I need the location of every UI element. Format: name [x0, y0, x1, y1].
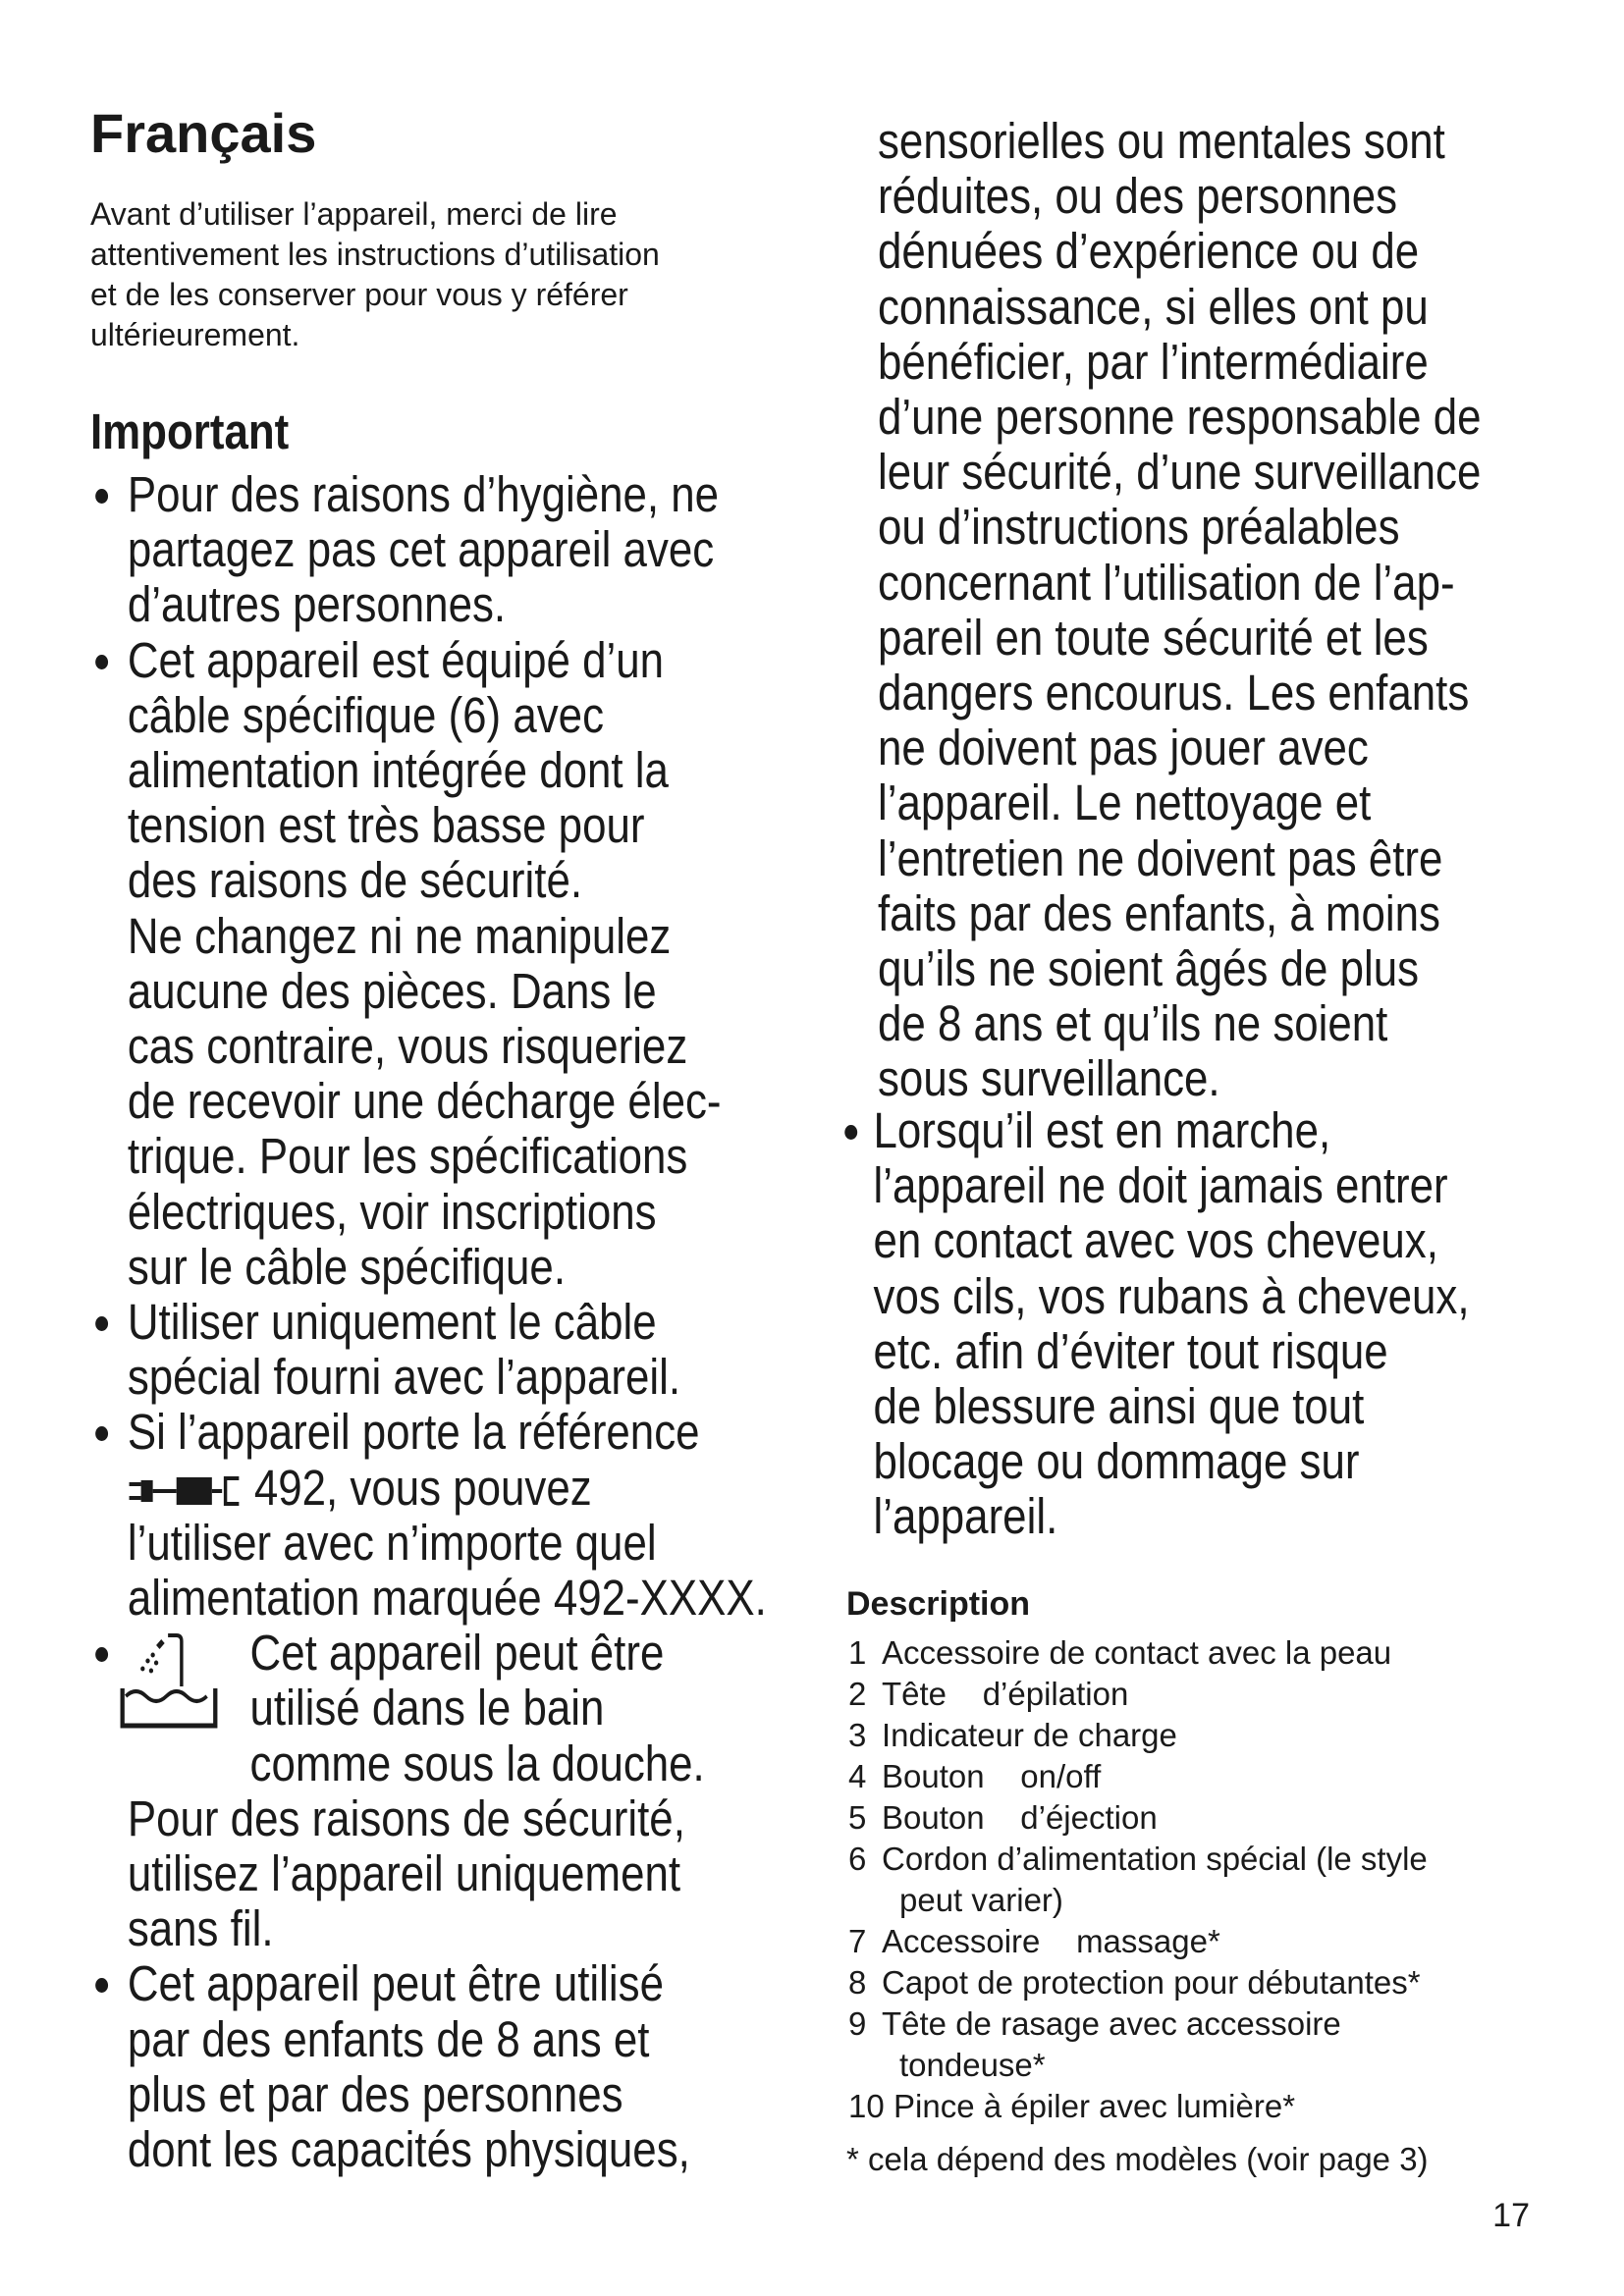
intro-line: attentivement les instructions d’utilisation	[90, 237, 660, 272]
text-line: ne doivent pas jouer avec	[878, 720, 1369, 776]
item-text: Bouton d’éjection	[882, 1799, 1158, 1836]
text-line: utilisé dans le bain	[249, 1680, 605, 1736]
text-line: spécial fourni avec l’appareil.	[127, 1349, 681, 1406]
text-line: de 8 ans et qu’ils ne soient	[878, 995, 1388, 1052]
bullet-dot-icon	[95, 1426, 108, 1441]
text-line: tension est très basse pour	[127, 797, 645, 854]
description-item	[846, 2086, 1573, 2127]
text-line: connaissance, si elles ont pu	[878, 278, 1429, 335]
description-item	[846, 1674, 1573, 1715]
text-line: de recevoir une décharge élec-	[127, 1073, 722, 1130]
description-item	[846, 1632, 1573, 1674]
item-number: 7	[848, 1923, 867, 1959]
bullet-special-cable	[90, 1295, 817, 1405]
text-line: Cet appareil est équipé d’un	[127, 631, 665, 688]
text-line: des raisons de sécurité.	[127, 852, 583, 909]
text-line: l’appareil ne doit jamais entrer	[873, 1157, 1448, 1214]
item-text-continued: peut varier)	[899, 1882, 1063, 1918]
item-number: 6	[848, 1841, 867, 1877]
description-item	[846, 1715, 1573, 1756]
bullet-dot-icon	[95, 1647, 108, 1662]
text-line: sur le câble spécifique.	[127, 1238, 567, 1295]
text-line: l’appareil.	[873, 1488, 1058, 1545]
text-line: Utiliser uniquement le câble	[127, 1294, 657, 1351]
description-item	[846, 1797, 1573, 1839]
page-number: 17	[1492, 2197, 1530, 2234]
text-line: qu’ils ne soient âgés de plus	[878, 940, 1420, 997]
text-line: dont les capacités physiques,	[127, 2121, 690, 2178]
item-number: 3	[848, 1717, 867, 1753]
item-text: Pince à épiler avec lumière*	[893, 2088, 1296, 2124]
description-heading: Description	[846, 1585, 1031, 1623]
text-line: bénéficier, par l’intermédiaire	[878, 333, 1429, 390]
intro-line: Avant d’utiliser l’appareil, merci de lire	[90, 196, 618, 232]
bullet-dot-icon	[95, 1978, 108, 1993]
text-line: Ne changez ni ne manipulez	[127, 907, 672, 964]
item-text: Capot de protection pour débutantes*	[882, 1964, 1421, 2001]
bullet-children	[90, 1956, 817, 2177]
text-line: utilisez l’appareil uniquement	[127, 1845, 681, 1902]
bullet-dot-icon	[844, 1125, 857, 1140]
bullet-dot-icon	[95, 1316, 108, 1331]
footnote: * cela dépend des modèles (voir page 3)	[846, 2141, 1429, 2177]
text-line: blocage ou dommage sur	[873, 1433, 1360, 1490]
description-item	[846, 1921, 1573, 1962]
item-text: Cordon d’alimentation spécial (le style	[882, 1841, 1428, 1877]
description-item	[846, 1756, 1573, 1797]
text-line: Si l’appareil porte la référence	[127, 1404, 700, 1461]
bullet-cable	[90, 633, 817, 1295]
text-line: de blessure ainsi que tout	[873, 1378, 1365, 1435]
text-line: etc. afin d’éviter tout risque	[873, 1322, 1388, 1379]
text-line: dangers encourus. Les enfants	[878, 665, 1470, 721]
item-text-continued: tondeuse*	[899, 2047, 1046, 2083]
right-bullet-list	[846, 1103, 1573, 1545]
text-line: comme sous la douche.	[249, 1735, 705, 1791]
power-plug-icon	[128, 1474, 245, 1508]
text-line: par des enfants de 8 ans et	[127, 2010, 650, 2067]
item-text: Tête d’épilation	[882, 1676, 1129, 1712]
item-text: Bouton on/off	[882, 1758, 1102, 1794]
text-line: plus et par des personnes	[127, 2065, 623, 2122]
text-line: sous surveillance.	[878, 1050, 1220, 1107]
text-line: Pour des raisons d’hygiène, ne	[127, 466, 720, 522]
text-line: dénuées d’expérience ou de	[878, 223, 1420, 280]
text-line: aucune des pièces. Dans le	[127, 962, 657, 1019]
text-line: l’entretien ne doivent pas être	[878, 829, 1443, 886]
text-line: trique. Pour les spécifications	[127, 1128, 688, 1185]
text-line: Cet appareil peut être	[249, 1625, 665, 1682]
bullet-hair-contact	[846, 1103, 1573, 1545]
text-line: d’une personne responsable de	[878, 389, 1482, 446]
intro-paragraph	[90, 194, 807, 355]
text-line-with-plug	[128, 1461, 817, 1516]
item-number: 4	[848, 1758, 867, 1794]
text-line: d’autres personnes.	[127, 576, 507, 633]
item-text: Indicateur de charge	[882, 1717, 1177, 1753]
text-line: alimentation intégrée dont la	[127, 742, 669, 799]
bullet-dot-icon	[95, 655, 108, 669]
important-heading: Important	[90, 403, 290, 459]
item-text: Accessoire massage*	[882, 1923, 1220, 1959]
text-line: vos cils, vos rubans à cheveux,	[873, 1267, 1470, 1324]
text-line: électriques, voir inscriptions	[127, 1183, 657, 1240]
text-line: concernant l’utilisation de l’ap-	[878, 554, 1455, 611]
text-line: Cet appareil peut être utilisé	[127, 1955, 664, 2012]
text-segment: 492, vous pouvez	[253, 1459, 592, 1516]
item-number: 9	[848, 2005, 867, 2042]
item-number: 5	[848, 1799, 867, 1836]
description-item	[846, 1962, 1573, 2003]
text-line: sans fil.	[127, 1900, 274, 1957]
safety-bullet-list	[90, 467, 817, 2177]
description-item	[846, 2003, 1573, 2086]
intro-line: ultérieurement.	[90, 317, 300, 352]
text-line: l’utiliser avec n’importe quel	[127, 1514, 657, 1571]
bullet-reference-492	[90, 1405, 817, 1626]
bullet-bath-shower	[90, 1626, 817, 1956]
text-line: sensorielles ou mentales sont	[878, 113, 1445, 169]
text-line: l’appareil. Le nettoyage et	[878, 774, 1372, 831]
bullet-hygiene	[90, 467, 817, 633]
item-text: Tête de rasage avec accessoire	[882, 2005, 1341, 2042]
text-line: faits par des enfants, à moins	[878, 884, 1440, 941]
text-line: en contact avec vos cheveux,	[873, 1212, 1438, 1269]
item-number: 2	[848, 1676, 867, 1712]
children-bullet-continuation	[878, 114, 1604, 1107]
text-line: réduites, ou des personnes	[878, 168, 1398, 225]
text-line: pareil en toute sécurité et les	[878, 609, 1429, 666]
text-line: ou d’instructions préalables	[878, 499, 1400, 556]
text-line: câble spécifique (6) avec	[127, 686, 605, 743]
text-line: partagez pas cet appareil avec	[127, 521, 715, 578]
text-line: Lorsqu’il est en marche,	[873, 1102, 1331, 1158]
text-line: Pour des raisons de sécurité,	[127, 1789, 685, 1846]
bullet-dot-icon	[95, 489, 108, 504]
item-number: 8	[848, 1964, 867, 2001]
item-text: Accessoire de contact avec la peau	[882, 1634, 1392, 1671]
description-list	[846, 1632, 1573, 2127]
text-line: alimentation marquée 492-XXXX.	[127, 1570, 767, 1627]
item-number: 10	[848, 2088, 885, 2124]
bath-shower-icon	[119, 1631, 220, 1730]
intro-line: et de les conserver pour vous y référer	[90, 277, 628, 312]
description-item	[846, 1839, 1573, 1921]
text-line: leur sécurité, d’une surveillance	[878, 444, 1482, 501]
item-number: 1	[848, 1634, 867, 1671]
language-heading: Français	[90, 102, 317, 164]
text-line: cas contraire, vous risqueriez	[127, 1018, 688, 1075]
